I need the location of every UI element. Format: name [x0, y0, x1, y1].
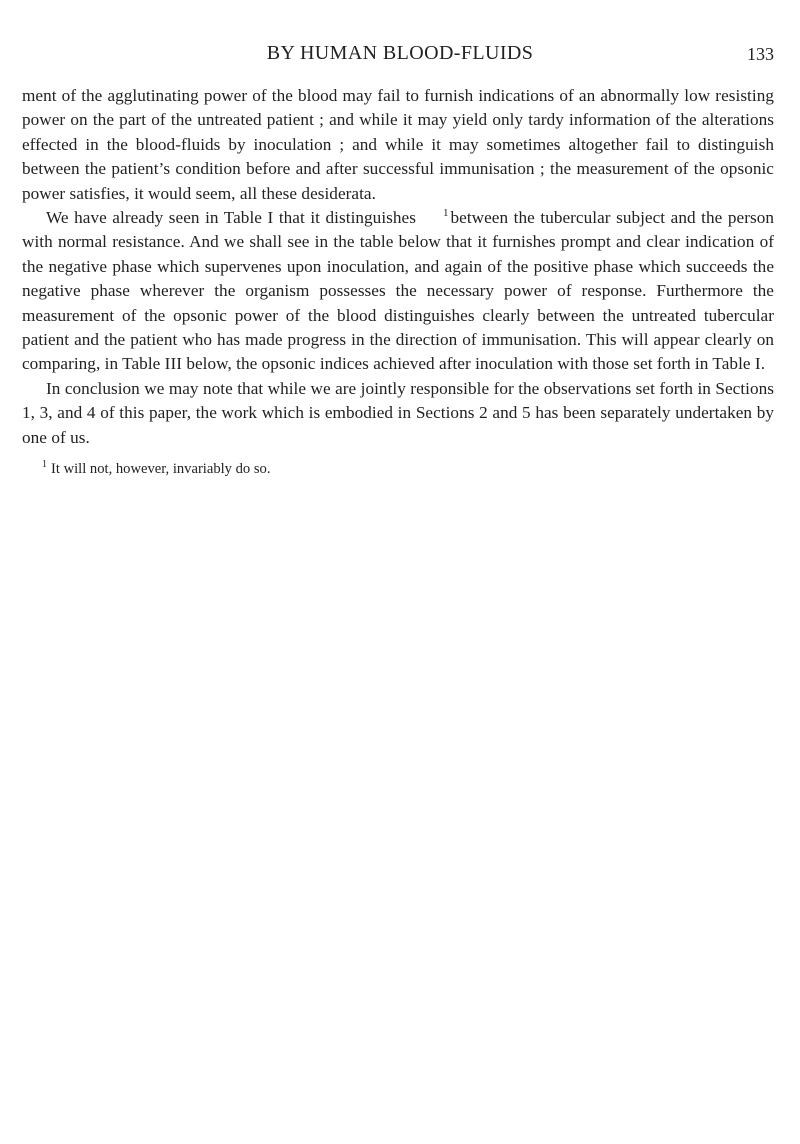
footnote: [42, 459, 762, 479]
footnote-marker: 1: [42, 459, 47, 471]
footnote-text: It will not, however, invariably do so.: [51, 461, 271, 477]
running-title: BY HUMAN BLOOD-FLUIDS: [266, 42, 534, 64]
paragraph-conclusion: In conclusion we may note that while we are jointly responsible for the observations set forth in Sections 1, 3, and 4 of this paper, the work which is embodied in Sections 2 and 5 has been separately undertaken by one of us.: [22, 378, 774, 447]
paragraph-continued: ment of the agglutinating power of the blood may fail to furnish indications of an abnormally low resisting power on the part of the untreated patient ; and while it may yield only tardy information of the alterations effected in the blood-fluids by inoculation ; and while it may sometimes altogether fail to distinguish between the patient’s condition before and after successful immunisation ; the measurement of the opsonic power satisfies, it would seem, all these desiderata.: [22, 86, 774, 203]
paragraph-text-before-note: We have already seen in Table I that it distinguishes: [46, 208, 416, 228]
running-header: [26, 40, 774, 68]
paragraph-text-after-note: between the tubercular subject and the person with normal resistance. And we shall see in the table below that it furnishes prompt and clear indication of the negative phase which supervenes upon inoculation, and again of the positive phase which succeeds the negative phase wherever the organism possesses the necessary power of response. Furthermore the measurement of the opsonic power of the blood distinguishes clearly between the untreated tubercular patient and the patient who has made progress in the direction of immunisation. This will appear clearly on comparing, in Table III below, the opsonic indices achieved after inoculation with those set forth in Table I.: [22, 208, 774, 374]
page-number: 133: [747, 44, 774, 64]
paragraph-opsonic-power: [22, 206, 774, 377]
body-text: [22, 84, 774, 450]
footnote-reference: 1: [442, 207, 449, 220]
